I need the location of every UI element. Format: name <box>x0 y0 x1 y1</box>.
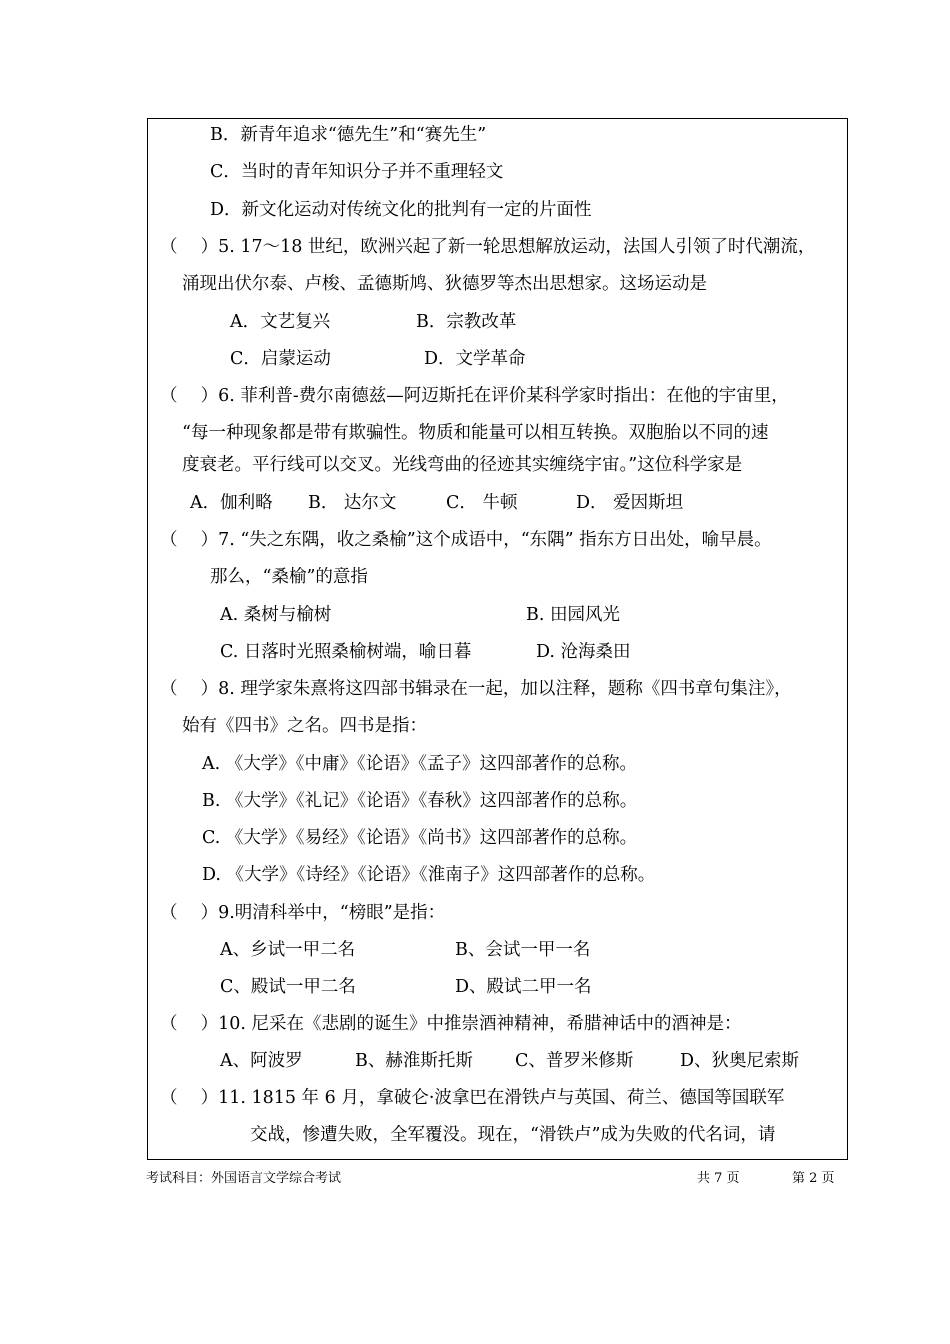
q10-option-d: D、狄奥尼索斯 <box>680 1051 800 1071</box>
q8-stem-line1: （ ）8. 理学家朱熹将这四部书辑录在一起，加以注释，题称《四书章句集注》， <box>160 679 792 699</box>
q9-stem-line1: （ ）9.明清科举中，“榜眼”是指： <box>160 903 446 923</box>
q6-option-d: D． 爱因斯坦 <box>576 493 684 513</box>
q10-option-a: A、阿波罗 <box>220 1051 303 1071</box>
q5-stem-line1: （ ）5. 17～18 世纪，欧洲兴起了新一轮思想解放运动，法国人引领了时代潮流， <box>160 237 816 257</box>
q5-option-d: D．文学革命 <box>424 349 526 369</box>
q4-option-c: C．当时的青年知识分子并不重理轻文 <box>210 162 504 182</box>
q9-option-d: D、殿试二甲一名 <box>455 977 592 997</box>
q7-option-d: D. 沧海桑田 <box>536 642 631 662</box>
q5-stem-line2: 涌现出伏尔泰、卢梭、孟德斯鸠、狄德罗等杰出思想家。这场运动是 <box>182 274 707 294</box>
q5-option-b: B．宗教改革 <box>416 312 517 332</box>
q7-option-a: A. 桑树与榆树 <box>220 605 332 625</box>
footer-page-number: 第 2 页 <box>792 1171 835 1186</box>
q6-stem-line1: （ ）6. 菲利普-费尔南德兹—阿迈斯托在评价某科学家时指出：在他的宇宙里， <box>160 386 789 406</box>
q8-option-c: C. 《大学》《易经》《论语》《尚书》这四部著作的总称。 <box>202 828 638 848</box>
q6-option-b: B． 达尔文 <box>308 493 397 513</box>
q8-option-a: A. 《大学》《中庸》《论语》《孟子》这四部著作的总称。 <box>202 754 638 774</box>
q10-option-b: B、赫淮斯托斯 <box>355 1051 473 1071</box>
q9-option-a: A、乡试一甲二名 <box>220 940 356 960</box>
q10-stem-line1: （ ）10. 尼采在《悲剧的诞生》中推崇酒神精神，希腊神话中的酒神是： <box>160 1014 742 1034</box>
q8-option-b: B. 《大学》《礼记》《论语》《春秋》这四部著作的总称。 <box>202 791 638 811</box>
q7-stem-line2: 那么，“桑榆”的意指 <box>210 567 368 587</box>
q11-stem-line2: 交战，惨遭失败，全军覆没。现在，“滑铁卢”成为失败的代名词，请 <box>250 1125 776 1145</box>
q5-option-c: C．启蒙运动 <box>230 349 331 369</box>
q8-option-d: D. 《大学》《诗经》《论语》《淮南子》这四部著作的总称。 <box>202 865 656 885</box>
q6-option-c: C． 牛顿 <box>446 493 518 513</box>
footer-exam-subject: 考试科目：外国语言文学综合考试 <box>146 1171 342 1186</box>
q5-option-a: A．文艺复兴 <box>230 312 331 332</box>
q7-stem-line1: （ ）7. “失之东隅，收之桑榆”这个成语中，“东隅” 指东方日出处，喻早晨。 <box>160 530 772 550</box>
footer-total-pages: 共 7 页 <box>697 1171 740 1186</box>
q6-option-a: A．伽利略 <box>190 493 273 513</box>
q9-option-c: C、殿试一甲二名 <box>220 977 356 997</box>
q7-option-c: C. 日落时光照桑榆树端，喻日暮 <box>220 642 472 662</box>
q6-stem-line2: “每一种现象都是带有欺骗性。物质和能量可以相互转换。双胞胎以不同的速 <box>182 423 769 443</box>
q10-option-c: C、普罗米修斯 <box>515 1051 634 1071</box>
q7-option-b: B. 田园风光 <box>526 605 620 625</box>
q9-option-b: B、会试一甲一名 <box>455 940 591 960</box>
q8-stem-line2: 始有《四书》之名。四书是指： <box>182 716 427 736</box>
q4-option-d: D．新文化运动对传统文化的批判有一定的片面性 <box>210 200 592 220</box>
q11-stem-line1: （ ）11. 1815 年 6 月，拿破仑·波拿巴在滑铁卢与英国、荷兰、德国等国联军 <box>160 1088 785 1108</box>
q6-stem-line3: 度衰老。平行线可以交叉。光线弯曲的径迹其实缠绕宇宙。”这位科学家是 <box>182 455 743 475</box>
q4-option-b: B．新青年追求“德先生”和“赛先生” <box>210 125 487 145</box>
